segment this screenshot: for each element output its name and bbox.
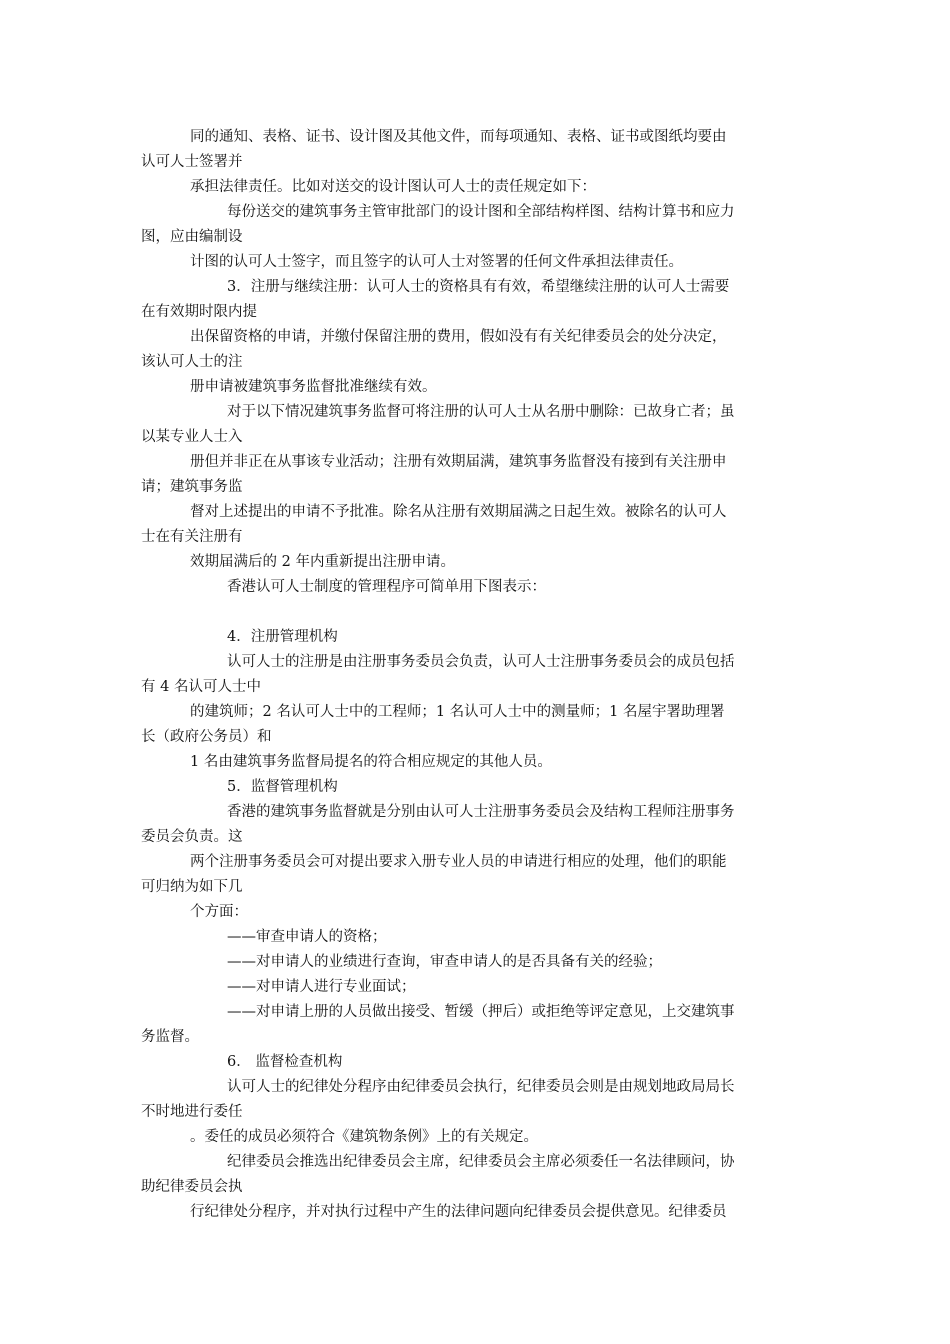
text-line: 的建筑师；2 名认可人士中的工程师；1 名认可人士中的测量师；1 名屋宇署助理署 — [190, 704, 725, 720]
text-line: 计图的认可人士签字，而且签字的认可人士对签署的任何文件承担法律责任。 — [190, 254, 683, 270]
text-line: 册申请被建筑事务监督批准继续有效。 — [190, 379, 437, 395]
text-line: ——对申请人进行专业面试； — [227, 979, 416, 995]
text-line: 两个注册事务委员会可对提出要求入册专业人员的申请进行相应的处理，他们的职能 — [190, 854, 727, 870]
text-line: 认可人士的注册是由注册事务委员会负责，认可人士注册事务委员会的成员包括 — [227, 654, 735, 670]
text-line: 图，应由编制设 — [141, 229, 243, 245]
text-line: 请；建筑事务监 — [141, 479, 243, 495]
text-line: 委员会负责。这 — [141, 829, 243, 845]
text-line: 纪律委员会推选出纪律委员会主席，纪律委员会主席必须委任一名法律顾问，协 — [227, 1154, 735, 1170]
text-line: 1 名由建筑事务监督局提名的符合相应规定的其他人员。 — [190, 754, 552, 770]
text-line: ——对申请上册的人员做出接受、暂缓（押后）或拒绝等评定意见，上交建筑事 — [227, 1004, 735, 1020]
text-line: 。委任的成员必须符合《建筑物条例》上的有关规定。 — [190, 1129, 538, 1145]
text-line: 在有效期时限内提 — [141, 304, 257, 320]
text-line: ——对申请人的业绩进行查询，审查申请人的是否具备有关的经验； — [227, 954, 662, 970]
text-line: 出保留资格的申请，并缴付保留注册的费用，假如没有有关纪律委员会的处分决定， — [190, 329, 727, 345]
text-line: 该认可人士的注 — [141, 354, 243, 370]
text-line: 承担法律责任。比如对送交的设计图认可人士的责任规定如下： — [190, 179, 596, 195]
text-line: 行纪律处分程序，并对执行过程中产生的法律问题向纪律委员会提供意见。纪律委员 — [190, 1204, 727, 1220]
text-line: 有 4 名认可人士中 — [141, 679, 261, 695]
text-line: 3．注册与继续注册：认可人士的资格具有有效，希望继续注册的认可人士需要 — [227, 279, 730, 295]
text-line: 香港认可人士制度的管理程序可简单用下图表示： — [227, 579, 546, 595]
text-line: 认可人士签署并 — [141, 154, 243, 170]
text-line: 督对上述提出的申请不予批准。除名从注册有效期届满之日起生效。被除名的认可人 — [190, 504, 727, 520]
text-line: 士在有关注册有 — [141, 529, 243, 545]
text-line: 个方面： — [190, 904, 248, 920]
text-line: 务监督。 — [141, 1029, 199, 1045]
text-line: 6． 监督检查机构 — [227, 1054, 343, 1070]
text-line: 认可人士的纪律处分程序由纪律委员会执行，纪律委员会则是由规划地政局局长 — [227, 1079, 735, 1095]
text-line: 助纪律委员会执 — [141, 1179, 243, 1195]
text-line: ——审查申请人的资格； — [227, 929, 387, 945]
text-line: 以某专业人士入 — [141, 429, 243, 445]
text-line: 册但并非正在从事该专业活动；注册有效期届满，建筑事务监督没有接到有关注册申 — [190, 454, 727, 470]
text-line: 每份送交的建筑事务主管审批部门的设计图和全部结构样图、结构计算书和应力 — [227, 204, 735, 220]
text-line: 5．监督管理机构 — [227, 779, 338, 795]
text-line: 4．注册管理机构 — [227, 629, 338, 645]
text-line: 不时地进行委任 — [141, 1104, 243, 1120]
text-line: 同的通知、表格、证书、设计图及其他文件，而每项通知、表格、证书或图纸均要由 — [190, 129, 727, 145]
text-line: 长（政府公务员）和 — [141, 729, 272, 745]
text-line: 效期届满后的 2 年内重新提出注册申请。 — [190, 554, 455, 570]
text-line: 香港的建筑事务监督就是分别由认可人士注册事务委员会及结构工程师注册事务 — [227, 804, 735, 820]
text-line: 可归纳为如下几 — [141, 879, 243, 895]
text-line: 对于以下情况建筑事务监督可将注册的认可人士从名册中删除：已故身亡者；虽 — [227, 404, 735, 420]
